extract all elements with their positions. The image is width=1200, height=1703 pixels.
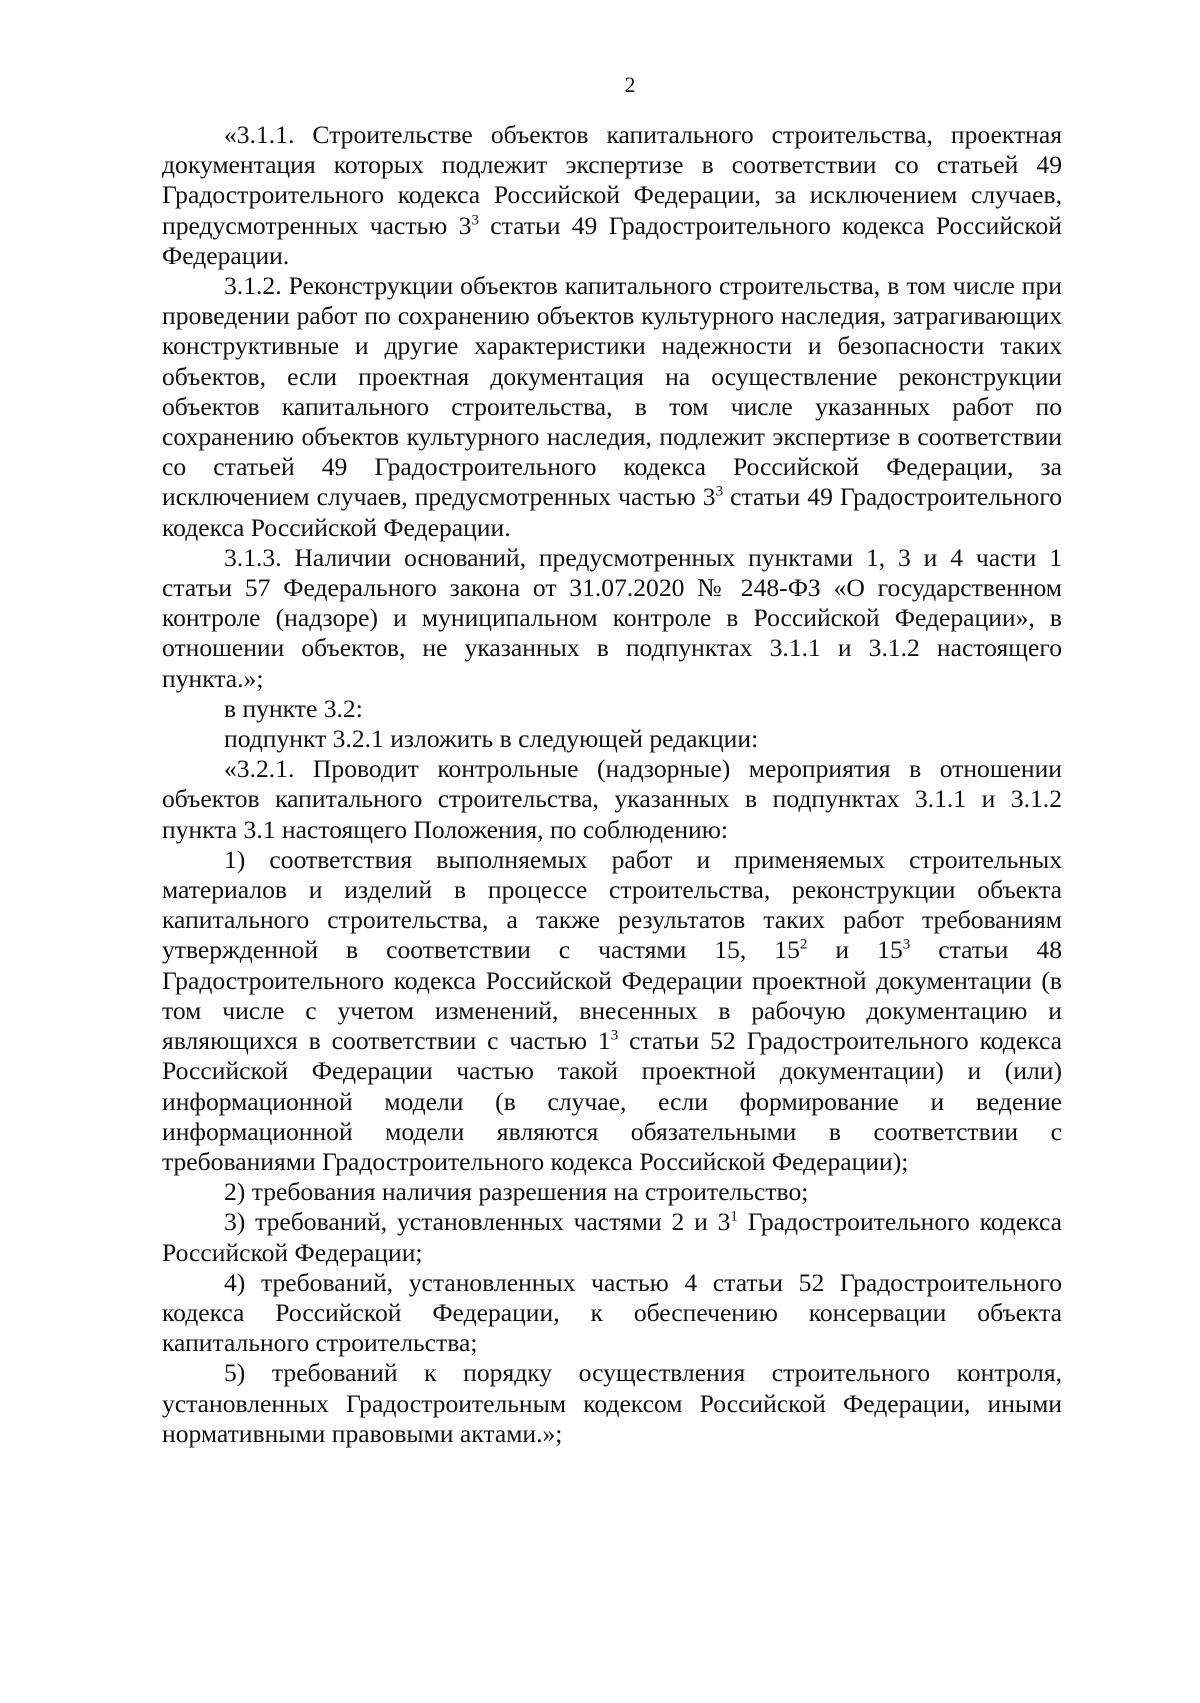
page-number: 2	[624, 72, 636, 97]
superscript: 3	[715, 483, 724, 500]
paragraph-subpoint-3-2-1: подпункт 3.2.1 изложить в следующей редакции:	[224, 724, 759, 754]
superscript: 3	[902, 936, 911, 953]
paragraph-in-point-3-2: в пункте 3.2:	[224, 693, 363, 723]
document-body	[162, 120, 1062, 1449]
paragraph-3-2-1: «3.2.1. Проводит контрольные (надзорные) мероприятия в отношении объектов капитального строительства, указанных в подпунктах 3.1.1 и 3.1.2 пункта 3.1 настоящего Положения, по соблюдению:	[162, 754, 1062, 844]
paragraph-3-1-2: 3.1.2. Реконструкции объектов капитального строительства, в том числе при проведении работ по сохранению объектов культурного наследия, затрагивающих конструктивные и другие характеристики надежности и безопасности таких объектов, если проектная документация на осуществление реконструкции объектов капитального строительства, в том числе указанных работ по сохранению объектов культурного наследия, подлежит экспертизе в соответствии со статьей 49 Градостроительного кодекса Российской Федерации, за исключением случаев, предусмотренных частью $3^3$ статьи 49 Градостроительного кодекса Российской Федерации.	[162, 271, 1062, 542]
list-item-4: 4) требований, установленных частью 4 статьи 52 Градостроительного кодекса Российской Федерации, к обеспечению консервации объекта капитального строительства;	[162, 1267, 1062, 1358]
list-item-5: 5) требований к порядку осуществления строительного контроля, установленных Градостроительным кодексом Российской Федерации, иными нормативными правовыми актами.»;	[162, 1358, 1062, 1448]
superscript: 1	[730, 1208, 738, 1225]
list-item-3: 3) требований, установленных частями 2 и $3^1$ Градостроительного кодекса Российской Федерации;	[162, 1207, 1062, 1267]
paragraph-3-1-1: «3.1.1. Строительстве объектов капитального строительства, проектная документация которых подлежит экспертизе в соответствии со статьей 49 Градостроительного кодекса Российской Федерации, за исключением случаев, предусмотренных частью $3^3$ статьи 49 Градостроительного кодекса Российской Федерации.	[162, 120, 1062, 270]
list-item-2: 2) требования наличия разрешения на строительство;	[224, 1177, 809, 1207]
paragraph-3-1-3: 3.1.3. Наличии оснований, предусмотренных пунктами 1, 3 и 4 части 1 статьи 57 Федерального закона от 31.07.2020 № 248-ФЗ «О государственном контроле (надзоре) и муниципальном контроле в Российской Федерации», в отношении объектов, не указанных в подпунктах 3.1.1 и 3.1.2 настоящего пункта.»;	[162, 542, 1062, 693]
superscript: 3	[471, 212, 479, 229]
superscript: 2	[799, 936, 808, 953]
superscript: 3	[610, 1027, 619, 1044]
list-item-1: 1) соответствия выполняемых работ и применяемых строительных материалов и изделий в процессе строительства, реконструкции объекта капитального строительства, а также результатов таких работ требованиям утвержденной в соответствии с частями 15, $15^2$ и $15^3$ статьи 48 Градостроительного кодекса Российской Федерации проектной документации (в том числе с учетом изменений, внесенных в рабочую документацию и являющихся в соответствии с частью $1^3$ статьи 52 Градостроительного кодекса Российской Федерации частью такой проектной документации) и (или) информационной модели (в случае, если формирование и ведение информационной модели являются обязательными в соответствии с требованиями Градостроительного кодекса Российской Федерации);	[162, 844, 1062, 1176]
